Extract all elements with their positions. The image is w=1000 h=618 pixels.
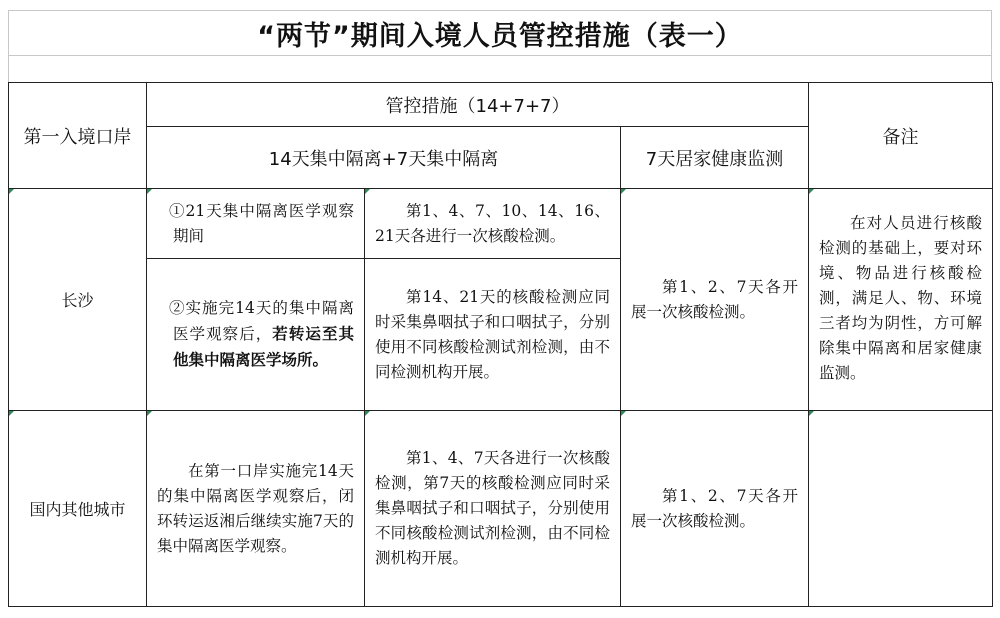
header-row-1: [9, 83, 993, 127]
changsha-home-test: 第1、2、7天各开展一次核酸检测。: [631, 277, 799, 321]
other-home-test: 第1、2、7天各开展一次核酸检测。: [631, 486, 799, 530]
table-row-changsha-1: [9, 189, 993, 259]
changsha-item1-test: 第1、4、7、10、14、16、21天各进行一次核酸检测。: [375, 201, 610, 245]
header-measures: 管控措施（14+7+7）: [147, 83, 809, 127]
header-home-monitoring: 7天居家健康监测: [621, 127, 809, 189]
changsha-item2-cell: [147, 259, 365, 411]
changsha-item2-text-a: ②实施完14天的集中隔离医学观察后，: [169, 299, 354, 343]
changsha-item2-text-b: 若转运至其他集中隔离医学场所。: [173, 324, 354, 369]
measures-table: [8, 82, 993, 607]
page-title: “两节”期间入境人员管控措施（表一）: [8, 10, 992, 56]
changsha-item2-test-cell: [365, 259, 621, 411]
changsha-item1-cell: [147, 189, 365, 259]
table-row-other: [9, 411, 993, 607]
changsha-item1-test-cell: [365, 189, 621, 259]
header-port: 第一入境口岸: [9, 83, 147, 189]
city-changsha: 长沙: [9, 189, 147, 411]
other-test: 第1、4、7天各进行一次核酸检测，第7天的核酸检测应同时采集鼻咽拭子和口咽拭子，分别使用不同核酸检测试剂检测，由不同检测机构开展。: [375, 449, 610, 567]
other-text-cell: [147, 411, 365, 607]
other-test-cell: [365, 411, 621, 607]
changsha-remark: 在对人员进行核酸检测的基础上，要对环境、物品进行核酸检测，满足人、物、环境三者均为阴性，方可解除集中隔离和居家健康监测。: [819, 214, 983, 382]
changsha-remark-cell: [809, 189, 993, 411]
changsha-item1-text: ①21天集中隔离医学观察期间: [169, 201, 354, 245]
other-home-cell: [621, 411, 809, 607]
header-remark: 备注: [809, 83, 993, 189]
header-quarantine: 14天集中隔离+7天集中隔离: [147, 127, 621, 189]
changsha-item2-test: 第14、21天的核酸检测应同时采集鼻咽拭子和口咽拭子，分别使用不同核酸检测试剂检测，由不同检测机构开展。: [375, 287, 610, 381]
changsha-item2-text: [147, 294, 364, 375]
blank-row: [8, 56, 992, 82]
other-remark-cell: [809, 411, 993, 607]
other-text: 在第一口岸实施完14天的集中隔离医学观察后，闭环转运返湘后继续实施7天的集中隔离医学观察。: [157, 461, 354, 555]
city-other: 国内其他城市: [9, 411, 147, 607]
changsha-home-cell: [621, 189, 809, 411]
